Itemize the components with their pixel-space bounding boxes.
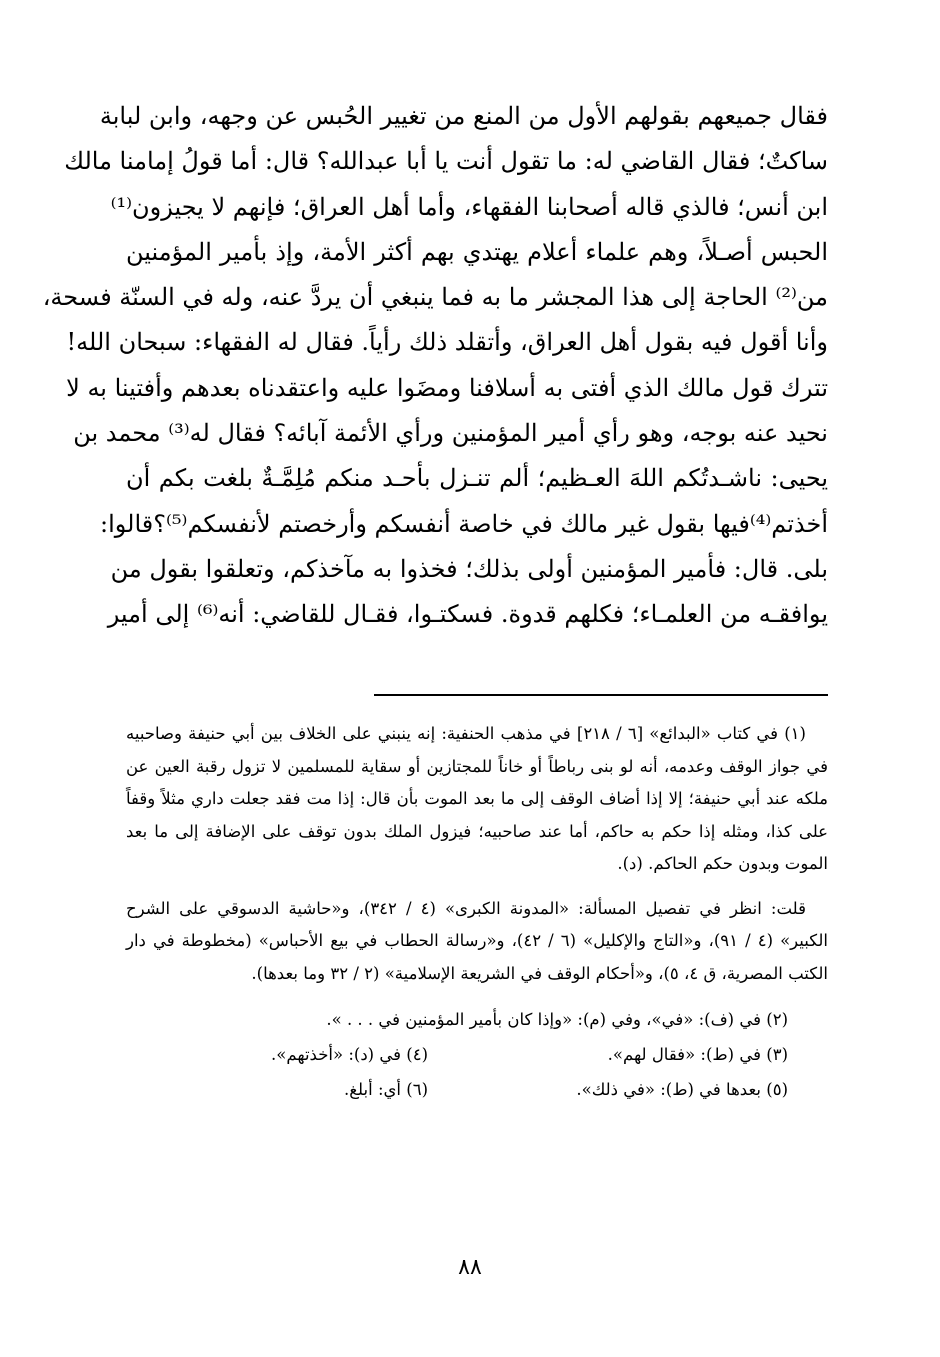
footnote-3: (٣) في (ط): «فقال لهم».	[607, 1045, 788, 1064]
footnote-1-text: (١) في كتاب «البدائع» [٦ / ٢١٨] في مذهب الحنفية: إنه ينبني على الخلاف بين أبي حنيفة وصاحبيه في جواز الوقف وعدمه، أنه لو بنى رباطاً أو خاناً للمجتازين أو سقاية للمسلمين لا تزول رقبة العين عن ملكه عند أبي حنيفة؛ إلا إذا أضاف الوقف إلى ما بعد الموت بأن قال: إذا مت فقد جعلت داري مثلاً وقفاً على كذا، ومثله إذا حكم به حاكم، أما عند صاحبيه؛ فيزول الملك بدون توقف على الإضافة إلى ما بعد الموت وبدون حكم الحاكم. (د).	[126, 724, 828, 873]
footnote-6: (٦) أي: أبلغ.	[344, 1080, 428, 1099]
main-text-line: ابن أنس؛ فالذي قاله أصحابنا الفقهاء، وأما أهل العراق؛ فإنهم لا يجيزون⁽¹⁾	[110, 192, 828, 221]
footnote-1	[126, 718, 828, 881]
footnote-row	[126, 1002, 788, 1037]
footnote-editor-note-text: قلت: انظر في تفصيل المسألة: «المدونة الكبرى» (٤ / ٣٤٢)، و«حاشية الدسوقي على الشرح الكبير» (٤ / ٩١)، و«التاج والإكليل» (٦ / ٤٢)، و«رسالة الحطاب في بيع الأحباس» (مخطوطة في دار الكتب المصرية، ق ٤، ٥)، و«أحكام الوقف في الشريعة الإسلامية» (٢ / ٣٢ وما بعدها).	[126, 898, 828, 983]
main-text-line: بلى. قال: فأمير المؤمنين أولى بذلك؛ فخذوا به مآخذكم، وتعلقوا بقول من	[110, 554, 828, 583]
footnote-row	[126, 1072, 788, 1107]
footnotes-section	[126, 718, 828, 1107]
main-text-line: فقال جميعهم بقولهم الأول من المنع من تغيير الحُبس عن وجهه، وابن لبابة	[99, 102, 828, 130]
main-text-body	[42, 94, 828, 638]
footnote-4: (٤) في (د): «أخذتهم».	[271, 1045, 428, 1064]
footnote-5: (٥) بعدها في (ط): «في ذلك».	[576, 1080, 788, 1099]
main-text-line: وأنا أقول فيه بقول أهل العراق، وأتقلد ذلك رأياً. فقال له الفقهاء: سبحان الله!	[66, 328, 828, 357]
footnote-separator	[374, 694, 828, 696]
main-text-line: ساكتٌ؛ فقال القاضي له: ما تقول أنت يا أبا عبدالله؟ قال: أما قولُ إمامنا مالك	[64, 147, 828, 176]
short-footnotes	[126, 1002, 828, 1107]
main-text-line: من⁽²⁾ الحاجة إلى هذا المجشر ما به فما ينبغي أن يردَّ عنه، وله في السنّة فسحة،	[42, 283, 828, 312]
main-text-line: أخذتم⁽⁴⁾فيها بقول غير مالك في خاصة أنفسكم وأرخصتم لأنفسكم⁽⁵⁾؟قالوا:	[100, 509, 828, 538]
main-text-line: الحبس أصـلاً، وهم علماء أعلام يهتدي بهم أكثر الأمة، وإذ بأمير المؤمنين	[126, 237, 828, 266]
footnote-row	[126, 1037, 788, 1072]
main-text-line: يوافقـه من العلمـاء؛ فكلهم قدوة. فسكتـوا، فقـال للقاضي: أنه⁽⁶⁾ إلى أمير	[107, 600, 828, 629]
main-text-line: يحيى: ناشـدتُكم اللهَ العـظيم؛ ألم تنـزل بأحـد منكم مُلِمَّـةٌ بلغت بكم أن	[126, 464, 828, 493]
page-number: ٨٨	[458, 1255, 482, 1280]
footnote-2: (٢) في (ف): «في»، وفي (م): «وإذا كان بأمير المؤمنين في . . . ».	[326, 1010, 788, 1029]
main-text-line: تترك قول مالك الذي أفتى به أسلافنا ومضَوا عليه واعتقدناه بعدهم وأفتينا به لا	[66, 373, 828, 402]
footnote-editor-note	[126, 893, 828, 991]
main-text-line: نحيد عنه بوجه، وهو رأي أمير المؤمنين ورأي الأئمة آبائه؟ فقال له⁽³⁾ محمد بن	[73, 419, 828, 448]
